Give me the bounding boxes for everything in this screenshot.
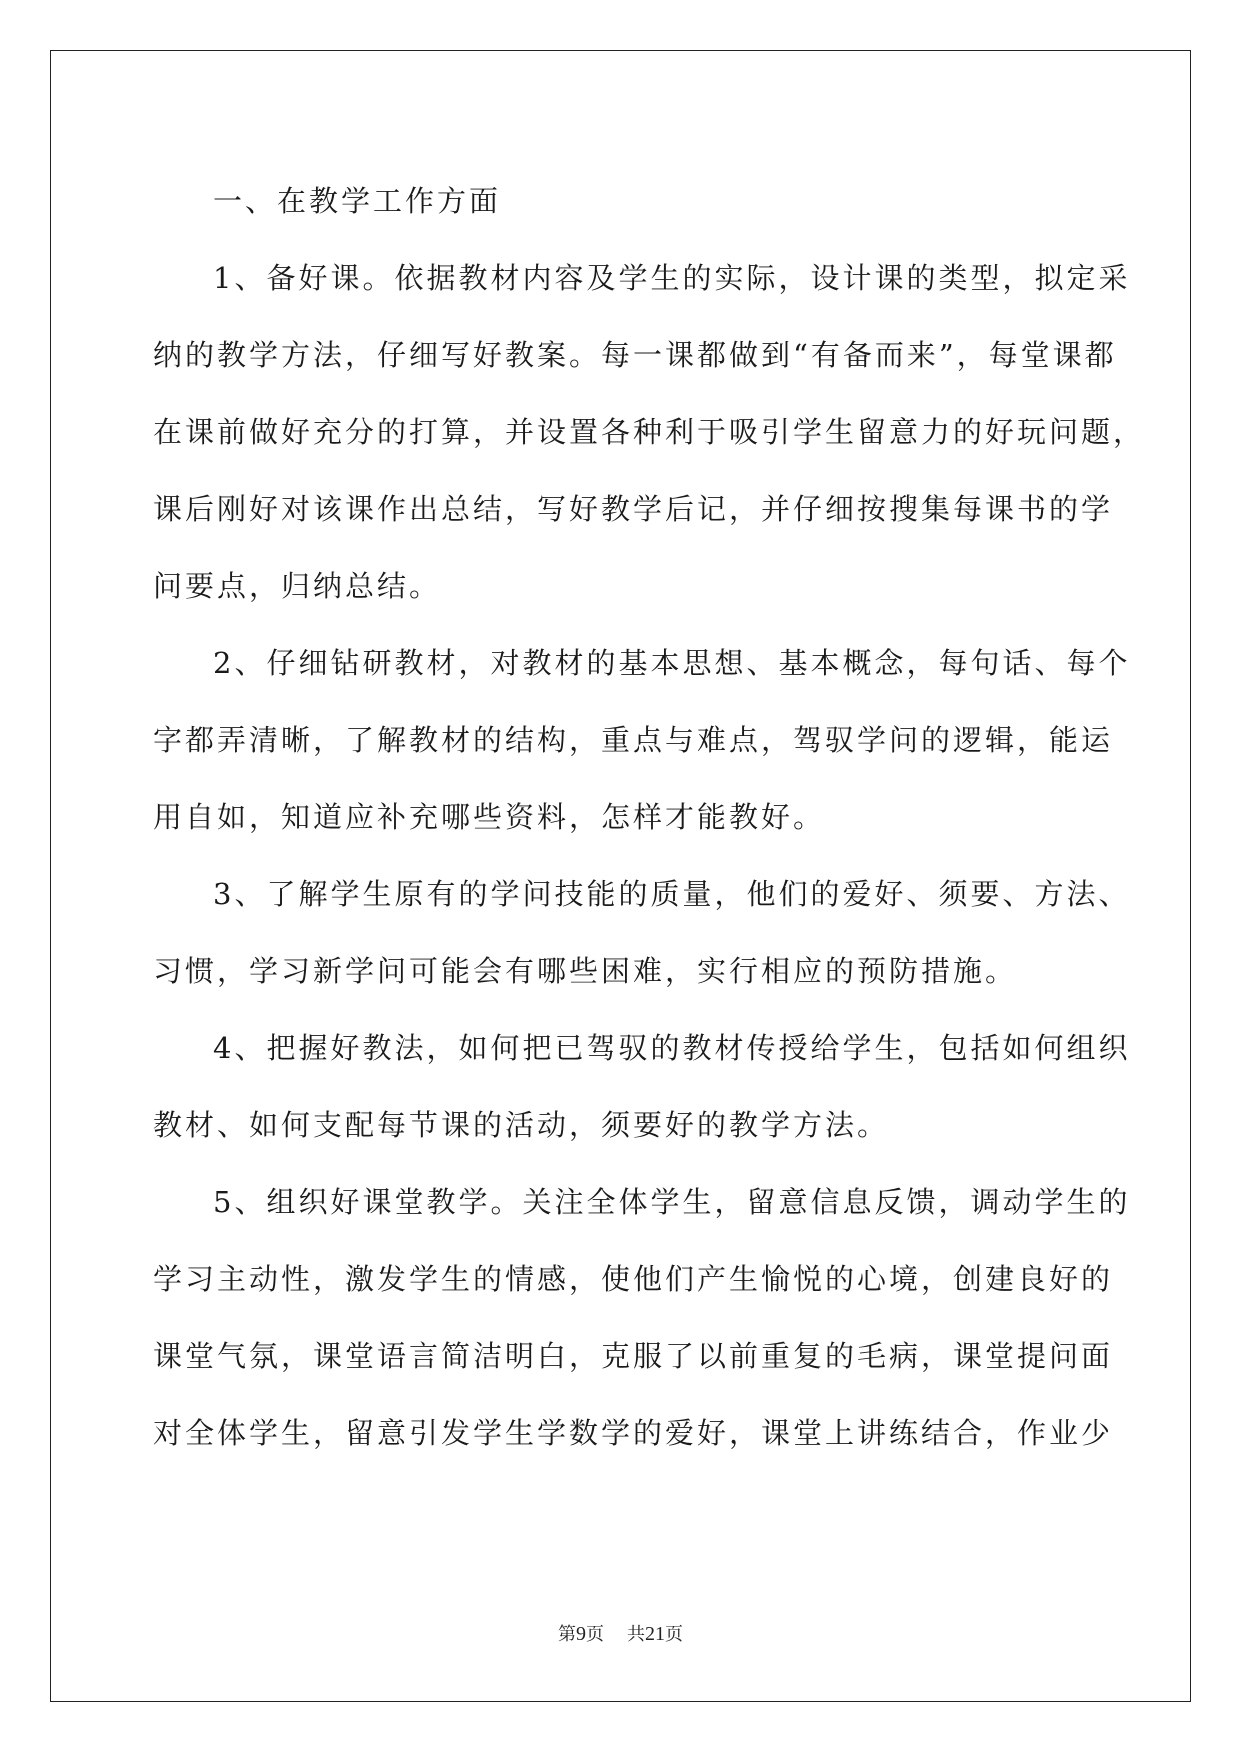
section-heading <box>153 163 1093 240</box>
text-line: 一、在教学工作方面 <box>213 184 502 218</box>
document-body <box>153 163 1146 1472</box>
text-line: 用自如，知道应补充哪些资料，怎样才能教好。 <box>153 800 826 834</box>
total-pages: 21 <box>644 1623 665 1645</box>
total-prefix: 共 <box>626 1624 645 1645</box>
text-line: 对全体学生，留意引发学生学数学的爱好，课堂上讲练结合，作业少 <box>153 1416 1114 1450</box>
text-line: 4、把握好教法，如何把已驾驭的教材传授给学生，包括如何组织 <box>213 1031 1131 1065</box>
text-line: 在课前做好充分的打算，并设置各种利于吸引学生留意力的好玩问题， <box>153 415 1146 449</box>
text-line: 问要点，归纳总结。 <box>153 569 442 603</box>
page-suffix: 页 <box>586 1624 605 1645</box>
text-line: 纳的教学方法，仔细写好教案。每一课都做到“有备而来”，每堂课都 <box>153 338 1117 372</box>
paragraph-4 <box>153 1010 1131 1164</box>
text-line: 字都弄清晰，了解教材的结构，重点与难点，驾驭学问的逻辑，能运 <box>153 723 1114 757</box>
page-prefix: 第 <box>558 1624 577 1645</box>
total-suffix: 页 <box>664 1624 683 1645</box>
text-line: 教材、如何支配每节课的活动，须要好的教学方法。 <box>153 1108 890 1142</box>
text-line: 学习主动性，激发学生的情感，使他们产生愉悦的心境，创建良好的 <box>153 1262 1114 1296</box>
paragraph-3 <box>153 856 1131 1010</box>
text-line: 课后刚好对该课作出总结，写好教学后记，并仔细按搜集每课书的学 <box>153 492 1114 526</box>
text-line: 5、组织好课堂教学。关注全体学生，留意信息反馈，调动学生的 <box>213 1185 1131 1219</box>
page-number: 9 <box>576 1623 587 1645</box>
paragraph-5 <box>153 1164 1131 1472</box>
paragraph-2 <box>153 625 1131 856</box>
paragraph-1 <box>153 240 1146 625</box>
text-line: 1、备好课。依据教材内容及学生的实际，设计课的类型，拟定采 <box>213 261 1131 295</box>
text-line: 2、仔细钻研教材，对教材的基本思想、基本概念，每句话、每个 <box>213 646 1131 680</box>
text-line: 3、了解学生原有的学问技能的质量，他们的爱好、须要、方法、 <box>213 877 1131 911</box>
page-footer <box>0 1620 1241 1646</box>
text-line: 习惯，学习新学问可能会有哪些困难，实行相应的预防措施。 <box>153 954 1018 988</box>
text-line: 课堂气氛，课堂语言简洁明白，克服了以前重复的毛病，课堂提问面 <box>153 1339 1114 1373</box>
